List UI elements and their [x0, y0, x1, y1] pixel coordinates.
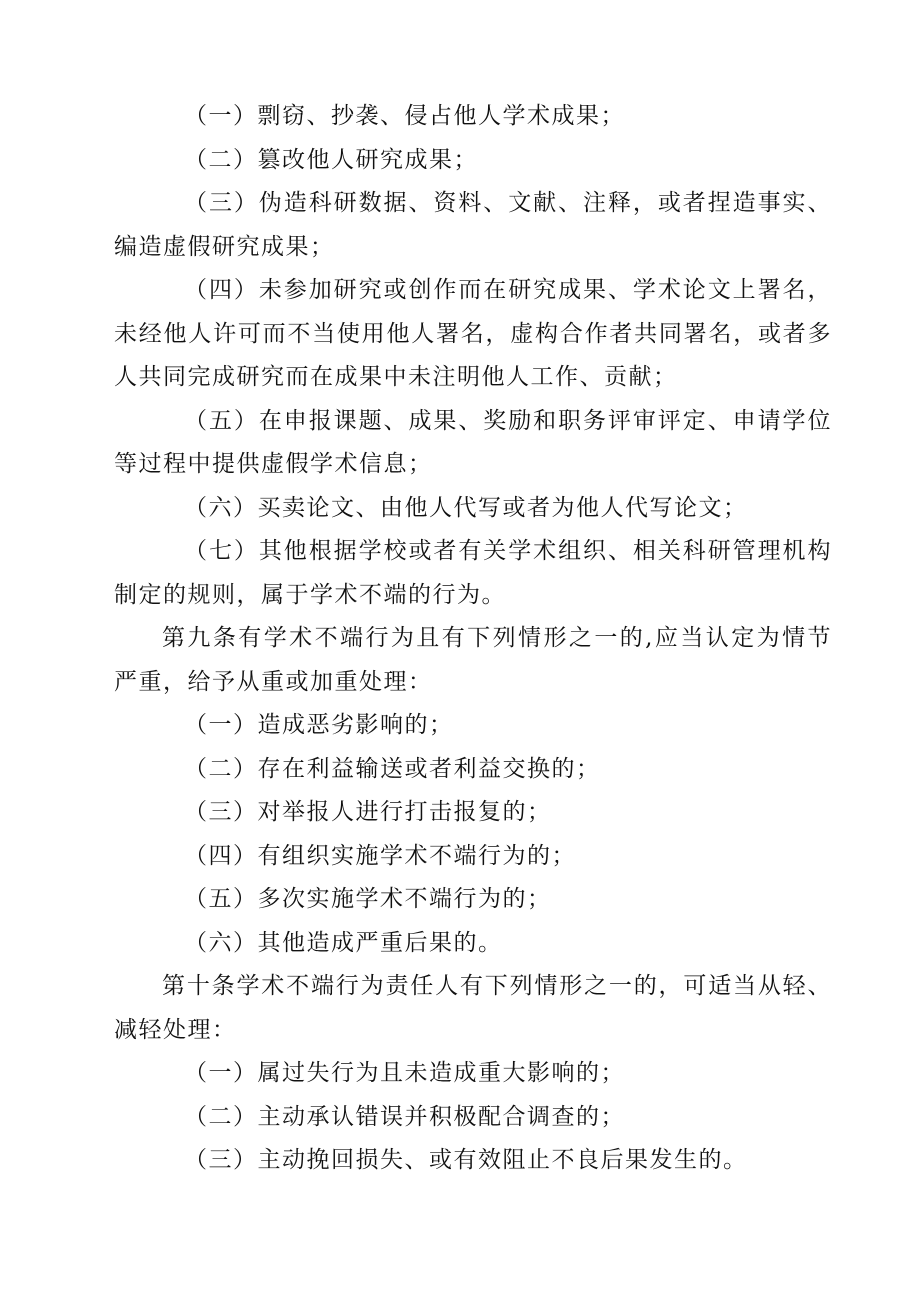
list-item: （七）其他根据学校或者有关学术组织、相关科研管理机构制定的规则，属于学术不端的行为。: [114, 538, 832, 608]
list-item: （一）属过失行为且未造成重大影响的；: [184, 1060, 625, 1086]
list-item: （三）对举报人进行打击报复的；: [184, 799, 552, 825]
list-item: （六）其他造成严重后果的。: [184, 929, 503, 956]
list-item: （四）未参加研究或创作而在研究成果、学术论文上署名，未经他人许可而不当使用他人署名，虚构合作者共同署名，或者多人共同完成研究而在成果中未注明他人工作、贡献；: [114, 277, 832, 390]
list-item: （四）有组织实施学术不端行为的；: [184, 842, 576, 869]
article-paragraph: 第九条有学术不端行为且有下列情形之一的,应当认定为情节严重，给予从重或加重处理：: [114, 625, 832, 695]
list-item: （二）主动承认错误并积极配合调查的；: [184, 1103, 625, 1130]
document-body: [114, 95, 832, 1183]
list-item: （六）买卖论文、由他人代写或者为他人代写论文；: [184, 494, 748, 521]
list-item: （二）篡改他人研究成果；: [184, 146, 478, 173]
list-item: （五）多次实施学术不端行为的；: [184, 886, 552, 912]
list-item: （五）在申报课题、成果、奖励和职务评审评定、申请学位等过程中提供虚假学术信息；: [114, 407, 832, 477]
article-paragraph: 第十条学术不端行为责任人有下列情形之一的，可适当从轻、减轻处理：: [114, 973, 832, 1043]
list-item: （三）伪造科研数据、资料、文献、注释，或者捏造事实、编造虚假研究成果；: [114, 190, 832, 260]
list-item: （一）剽窃、抄袭、侵占他人学术成果；: [184, 103, 625, 129]
list-item: （二）存在利益输送或者利益交换的；: [184, 755, 601, 782]
list-item: （一）造成恶劣影响的；: [184, 712, 454, 738]
list-item: （三）主动挽回损失、或有效阻止不良后果发生的。: [184, 1147, 748, 1173]
